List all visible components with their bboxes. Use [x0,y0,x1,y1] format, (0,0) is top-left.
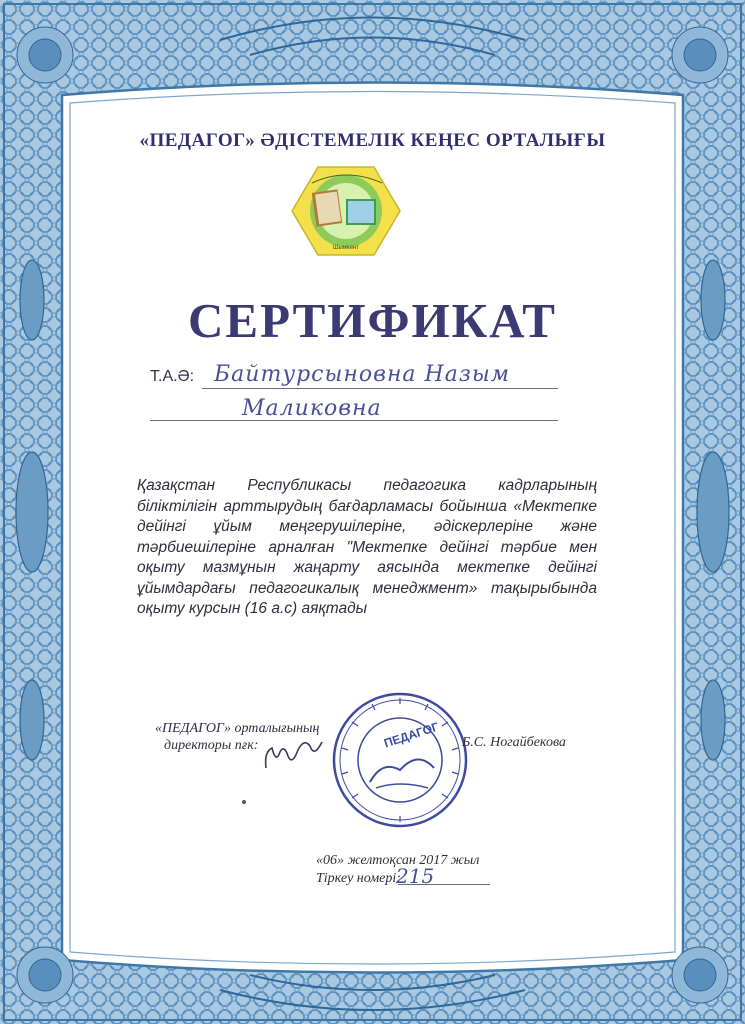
recipient-name-handwritten-2: Маликовна [242,396,382,421]
official-stamp [330,690,470,830]
name-label: Т.А.Ә: [150,368,195,385]
registration-line [398,884,490,885]
svg-text:Шымкент: Шымкент [332,245,360,251]
stamp-label: ПЕДАГОГ [382,719,441,751]
director-line-1: «ПЕДАГОГ» орталығының [155,721,320,736]
certificate-body-text: Қазақстан Республикасы педагогика кадрларының біліктілігін арттырудың бағдарламасы бойынша «Мектепке дейінгі ұйым меңгерушілеріне, әдіскерлеріне және тәрбиешілеріне арналған "Мектепке дейінгі тәрбие мен оқыту мазмұнын жаңарту аясында мектепке дейінгі ұйымдардағы педагогикалық менеджмент» тақырыбында оқыту курсын (16 а.с) аяқтады [137,477,597,617]
registration-label: Тіркеу номері: [316,871,401,886]
registration-number: 215 [396,864,435,888]
director-signature [260,734,330,774]
name-line-1 [202,388,558,389]
recipient-name-block [150,362,560,432]
certificate-title: СЕРТИФИКАТ [188,293,557,348]
recipient-name-handwritten-1: Байтурсыновна Назым [214,362,510,387]
organization-logo [290,165,402,257]
director-name: Б.С. Ногайбекова [462,735,566,750]
issue-date: «06» желтоқсан 2017 жыл [316,853,480,868]
organization-title: «ПЕДАГОГ» ӘДІСТЕМЕЛІК КЕҢЕС ОРТАЛЫҒЫ [139,130,606,151]
ink-dot [242,800,246,804]
director-line-2: директоры пғк: [164,738,259,753]
